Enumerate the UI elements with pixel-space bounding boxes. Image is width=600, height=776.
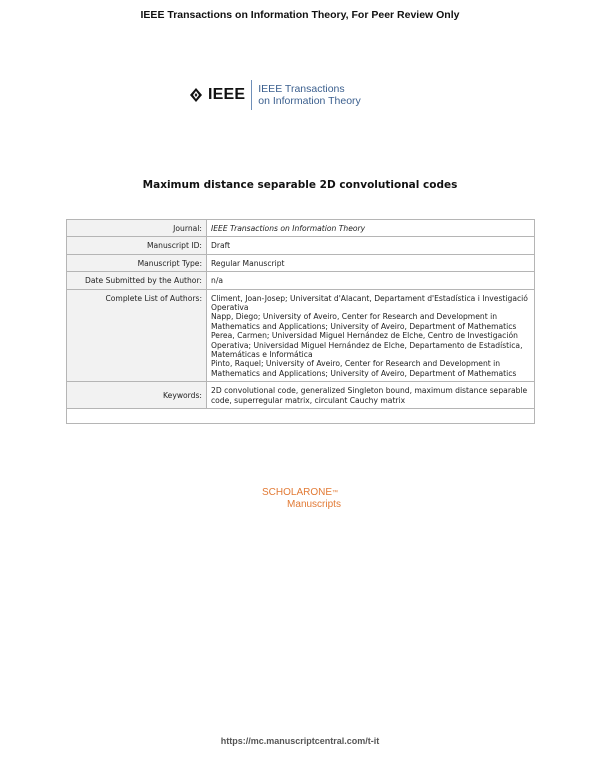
manuscript-id-value: Draft — [207, 237, 535, 254]
manuscript-info-table — [66, 219, 535, 424]
row-keywords — [67, 382, 535, 409]
journal-logo — [190, 80, 361, 110]
author-entry: Perea, Carmen; Universidad Miguel Hernández de Elche, Centro de Investigación Operativa; Universidad Miguel Hernández de Elche, Departamento de Estadística, Matemáticas e Informática — [211, 331, 523, 360]
ieee-diamond-icon — [190, 88, 202, 102]
trademark-symbol: ™ — [332, 490, 338, 496]
manuscript-type-label: Manuscript Type: — [67, 254, 207, 271]
scholarone-wordmark: SCHOLARONE — [261, 487, 332, 498]
scholarone-manuscripts: Manuscripts — [287, 499, 341, 510]
authors-list — [207, 289, 535, 382]
keywords-value: 2D convolutional code, generalized Singleton bound, maximum distance separable code, superregular matrix, circulant Cauchy matrix — [207, 382, 535, 409]
journal-name-block — [258, 83, 361, 108]
author-entry: Napp, Diego; University of Aveiro, Center for Research and Development in Mathematics and Applications; University of Aveiro, Department of Mathematics — [211, 312, 517, 331]
date-submitted-value: n/a — [207, 272, 535, 289]
empty-cell — [67, 409, 535, 424]
scholarone-logo — [0, 487, 600, 511]
journal-name-line-2: on Information Theory — [258, 95, 361, 107]
author-entry: Pinto, Raquel; University of Aveiro, Center for Research and Development in Mathematics and Applications; University of Aveiro, Department of Mathematics — [211, 359, 517, 378]
keywords-label: Keywords: — [67, 382, 207, 409]
row-date-submitted — [67, 272, 535, 289]
journal-label: Journal: — [67, 220, 207, 237]
page-header: IEEE Transactions on Information Theory, For Peer Review Only — [140, 9, 460, 21]
journal-value: IEEE Transactions on Information Theory — [207, 220, 535, 237]
date-submitted-label: Date Submitted by the Author: — [67, 272, 207, 289]
row-manuscript-id — [67, 237, 535, 254]
paper-title: Maximum distance separable 2D convolutional codes — [142, 179, 458, 191]
manuscript-id-label: Manuscript ID: — [67, 237, 207, 254]
row-manuscript-type — [67, 254, 535, 271]
row-authors — [67, 289, 535, 382]
logo-divider — [251, 80, 252, 110]
journal-name-line-1: IEEE Transactions — [258, 82, 345, 95]
manuscript-type-value: Regular Manuscript — [207, 254, 535, 271]
ieee-wordmark: IEEE — [208, 86, 246, 103]
row-journal — [67, 220, 535, 237]
footer-url: https://mc.manuscriptcentral.com/t-it — [220, 736, 380, 746]
row-empty — [67, 409, 535, 424]
author-entry: Climent, Joan-Josep; Universitat d'Alacant, Departament d'Estadística i Investigació Operativa — [211, 293, 528, 313]
authors-label: Complete List of Authors: — [67, 289, 207, 382]
